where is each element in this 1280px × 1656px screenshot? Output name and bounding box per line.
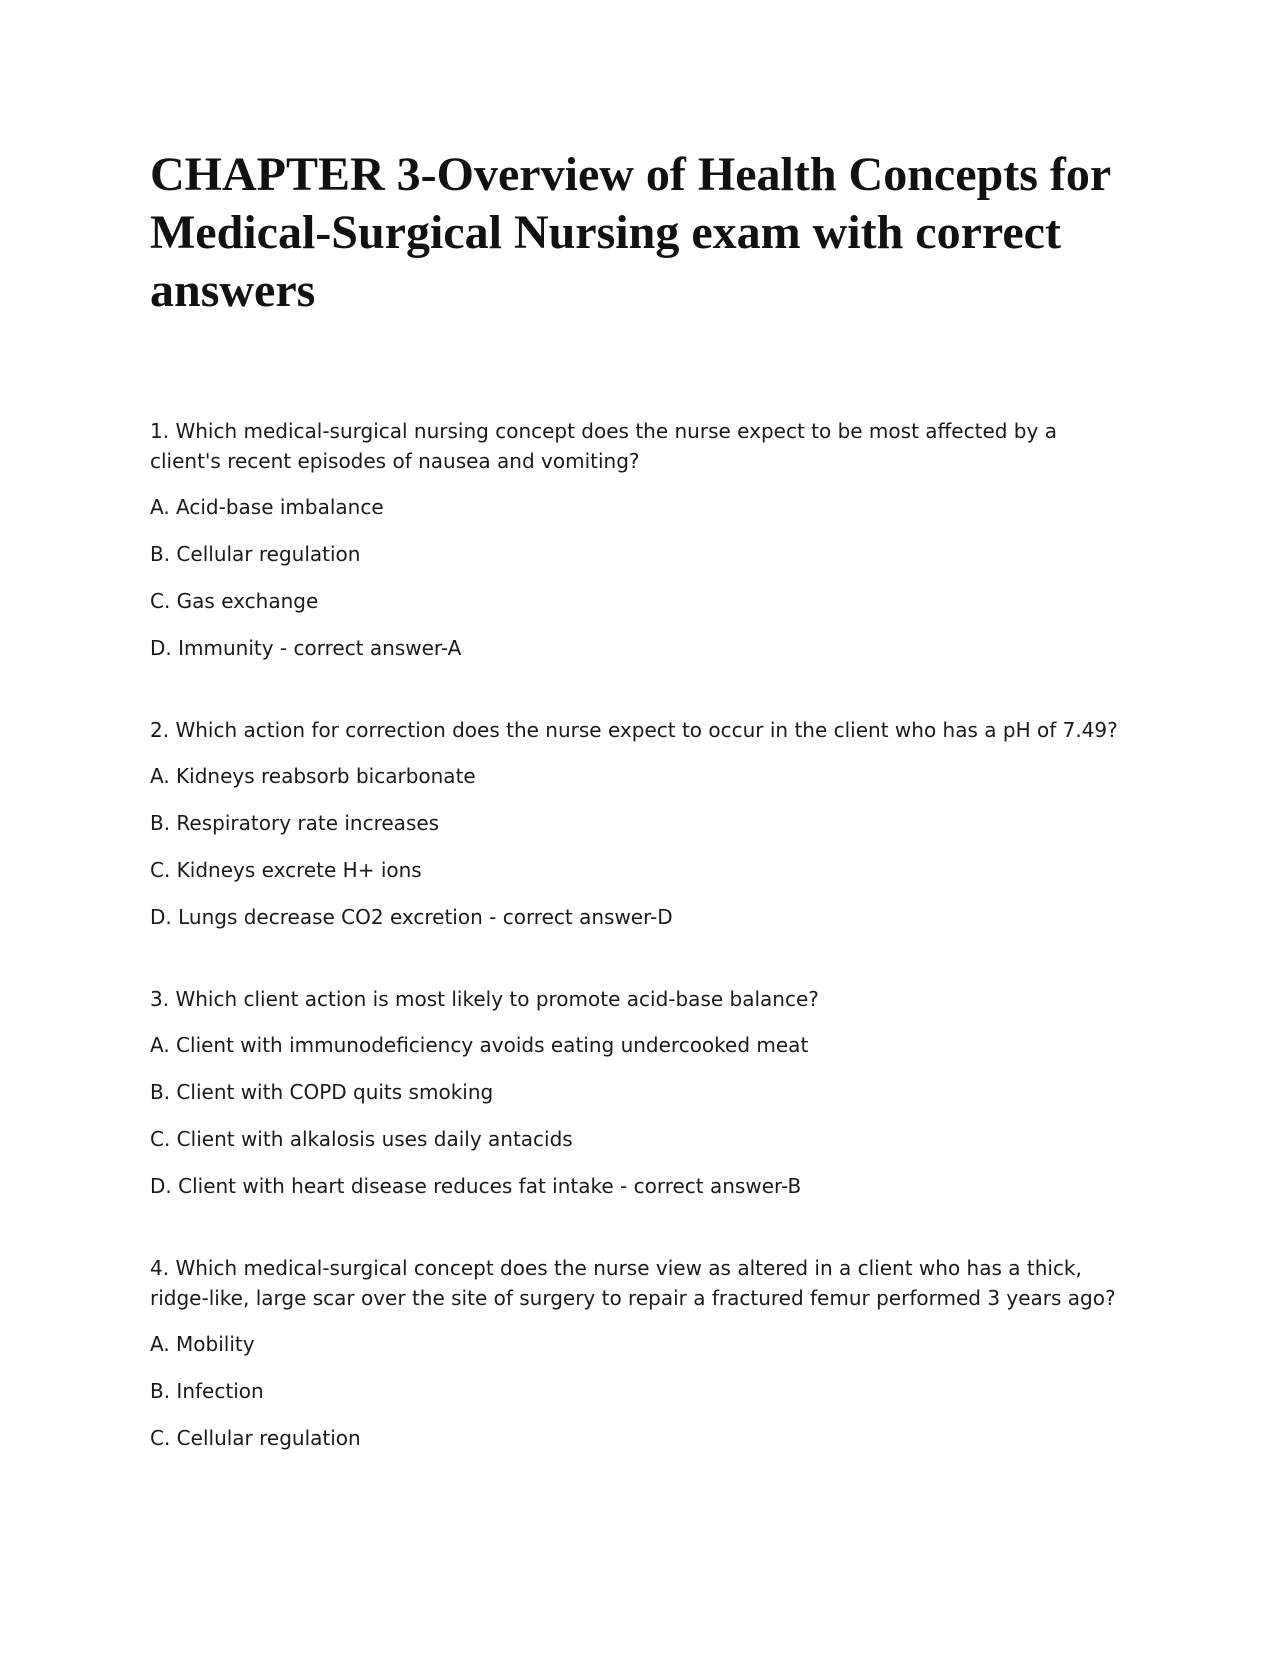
document-page: [150, 146, 1130, 1505]
question-text: 4. Which medical-surgical concept does the nurse view as altered in a client who has a thick, ridge-like, large scar over the site of surgery to repair a fractured femur performed 3 years ago?: [150, 1256, 1116, 1310]
question-text: 1. Which medical-surgical nursing concept does the nurse expect to be most affected by a client's recent episodes of nausea and vomiting?: [150, 419, 1057, 473]
answer-option: C. Gas exchange: [150, 589, 319, 613]
answer-option: C. Cellular regulation: [150, 1426, 361, 1450]
answer-option: B. Infection: [150, 1379, 264, 1403]
question-2: [150, 715, 1130, 932]
question-list: [150, 416, 1130, 1453]
answer-option: B. Cellular regulation: [150, 542, 361, 566]
answer-option: D. Lungs decrease CO2 excretion - correct answer-D: [150, 905, 673, 929]
answer-option: A. Kidneys reabsorb bicarbonate: [150, 764, 476, 788]
question-text: 2. Which action for correction does the nurse expect to occur in the client who has a pH of 7.49?: [150, 718, 1118, 742]
question-4: [150, 1253, 1130, 1453]
document-title: CHAPTER 3-Overview of Health Concepts for Medical-Surgical Nursing exam with correct answers: [150, 148, 1111, 317]
answer-option: B. Respiratory rate increases: [150, 811, 440, 835]
answer-option: A. Client with immunodeficiency avoids eating undercooked meat: [150, 1033, 809, 1057]
answer-option: D. Immunity - correct answer-A: [150, 636, 462, 660]
question-text: 3. Which client action is most likely to promote acid-base balance?: [150, 987, 819, 1011]
answer-option: C. Kidneys excrete H+ ions: [150, 858, 422, 882]
answer-option: D. Client with heart disease reduces fat intake - correct answer-B: [150, 1174, 802, 1198]
answer-option: A. Acid-base imbalance: [150, 495, 384, 519]
question-1: [150, 416, 1130, 663]
answer-option: B. Client with COPD quits smoking: [150, 1080, 494, 1104]
answer-option: A. Mobility: [150, 1332, 255, 1356]
question-3: [150, 984, 1130, 1201]
answer-option: C. Client with alkalosis uses daily antacids: [150, 1127, 573, 1151]
